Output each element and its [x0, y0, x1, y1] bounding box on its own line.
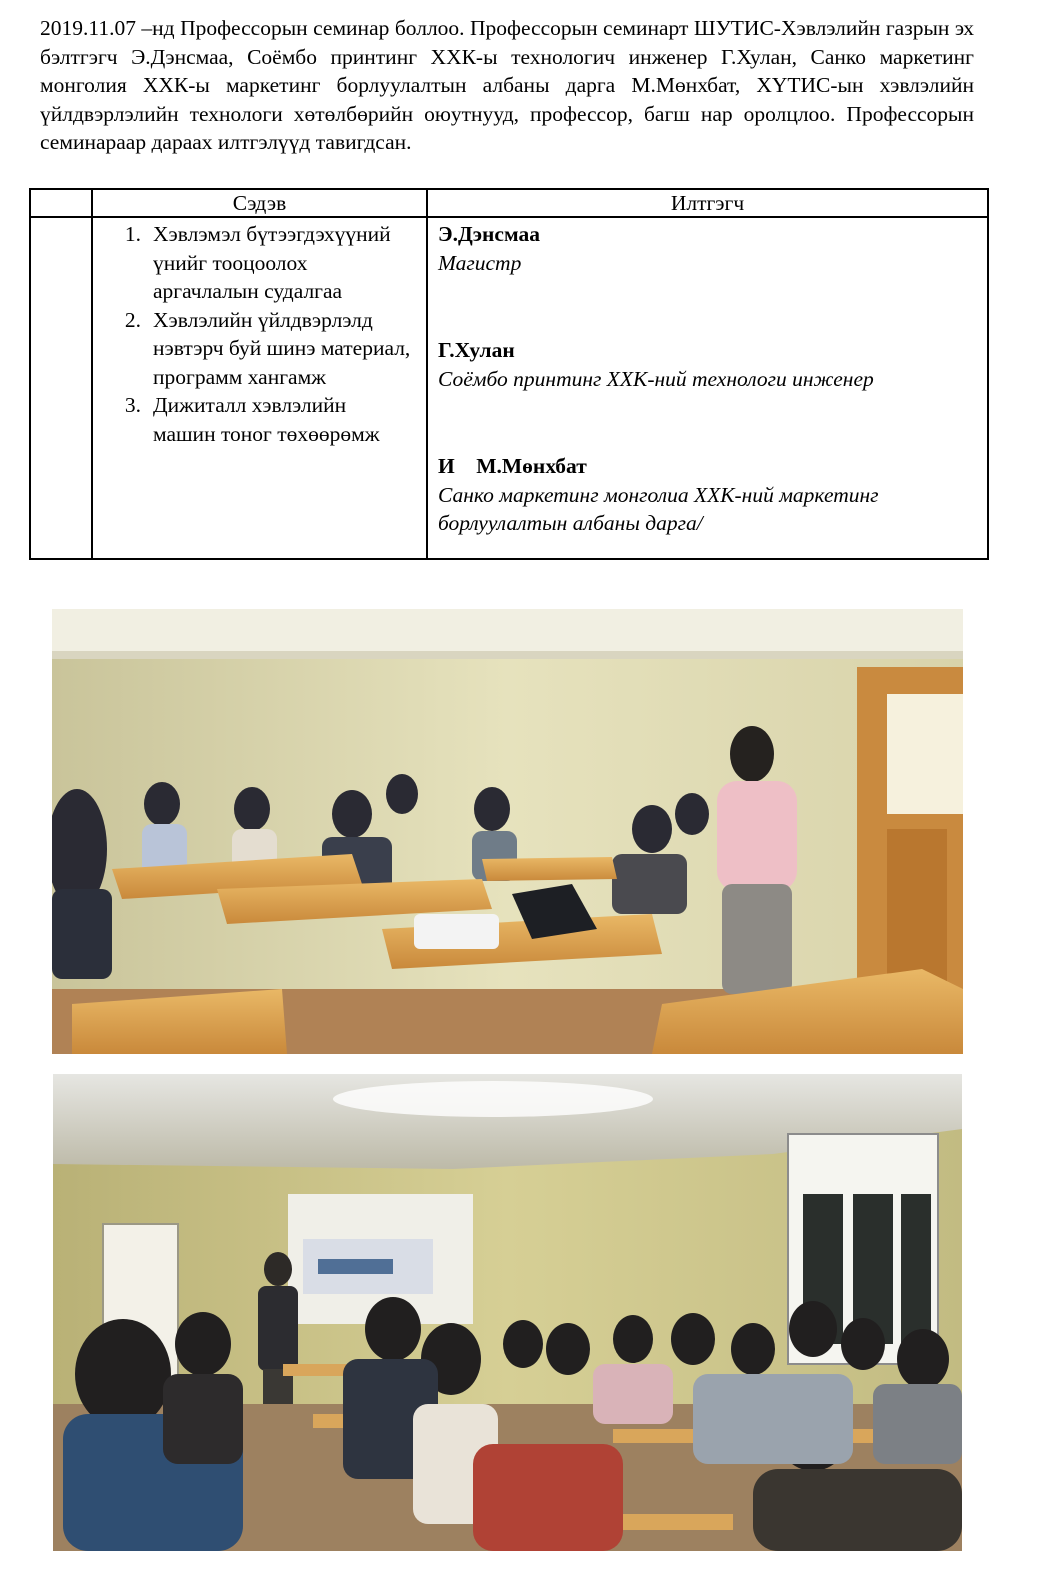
presenter-entry	[428, 450, 987, 538]
presenter-entry	[428, 334, 987, 393]
topic-text: Хэвлэлийн үйлдвэрлэлд нэвтэрч буй шинэ материал, программ хангамж	[153, 307, 411, 389]
header-empty-cell	[30, 189, 92, 217]
photo-1-illustration	[52, 609, 963, 1054]
topic-number: 3.	[124, 393, 141, 417]
presenters-cell	[427, 217, 988, 559]
presenter-role: Соёмбо принтинг ХХК-ний технологи инженер	[438, 366, 874, 391]
header-topic: Сэдэв	[92, 189, 427, 217]
list-item	[93, 306, 426, 392]
presenter-name: Э.Дэнсмаа	[438, 222, 540, 246]
topics-cell	[92, 217, 427, 559]
presenter-name: И М.Мөнхбат	[438, 454, 587, 478]
topic-number: 1.	[124, 222, 141, 246]
presenter-name: Г.Хулан	[438, 338, 515, 362]
topic-number: 2.	[124, 307, 141, 332]
number-cell	[30, 217, 92, 559]
header-presenter: Илтгэгч	[427, 189, 988, 217]
presenter-role: Санко маркетинг монголиа ХХК-ний маркетинг борлуулалтын албаны дарга/	[438, 482, 879, 535]
list-item	[93, 391, 426, 448]
table-row	[30, 217, 988, 559]
seminar-photo-2	[53, 1074, 962, 1551]
presenter-entry	[428, 218, 987, 277]
seminar-photo-1	[52, 609, 963, 1054]
topics-list	[93, 218, 426, 448]
topic-text: Дижиталл хэвлэлийн машин тоног төхөөрөмж	[153, 393, 380, 446]
presenter-role: Магистр	[438, 250, 522, 275]
photo-2-illustration	[53, 1074, 962, 1551]
list-item	[93, 220, 426, 306]
seminar-table	[29, 188, 989, 560]
table-header-row	[30, 189, 988, 217]
intro-paragraph: 2019.11.07 –нд Профессорын семинар боллоо. Профессорын семинарт ШУТИС-Хэвлэлийн газрын эх бэлтгэгч Э.Дэнсмаа, Соёмбо принтинг ХХК-ы технологич инженер Г.Хулан, Санко маркетинг монголия ХХК-ы маркетинг борлуулалтын албаны дарга М.Мөнхбат, ХҮТИС-ын хэвлэлийн үйлдвэрлэлийн технологи хөтөлбөрийн оюутнууд, профессор, багш нар оролцлоо. Профессорын семинараар дараах илтгэлүүд тавигдсан.	[40, 16, 974, 154]
topic-text: Хэвлэмэл бүтээгдэхүүний үнийг тооцоолох аргачлалын судалгаа	[153, 222, 391, 303]
